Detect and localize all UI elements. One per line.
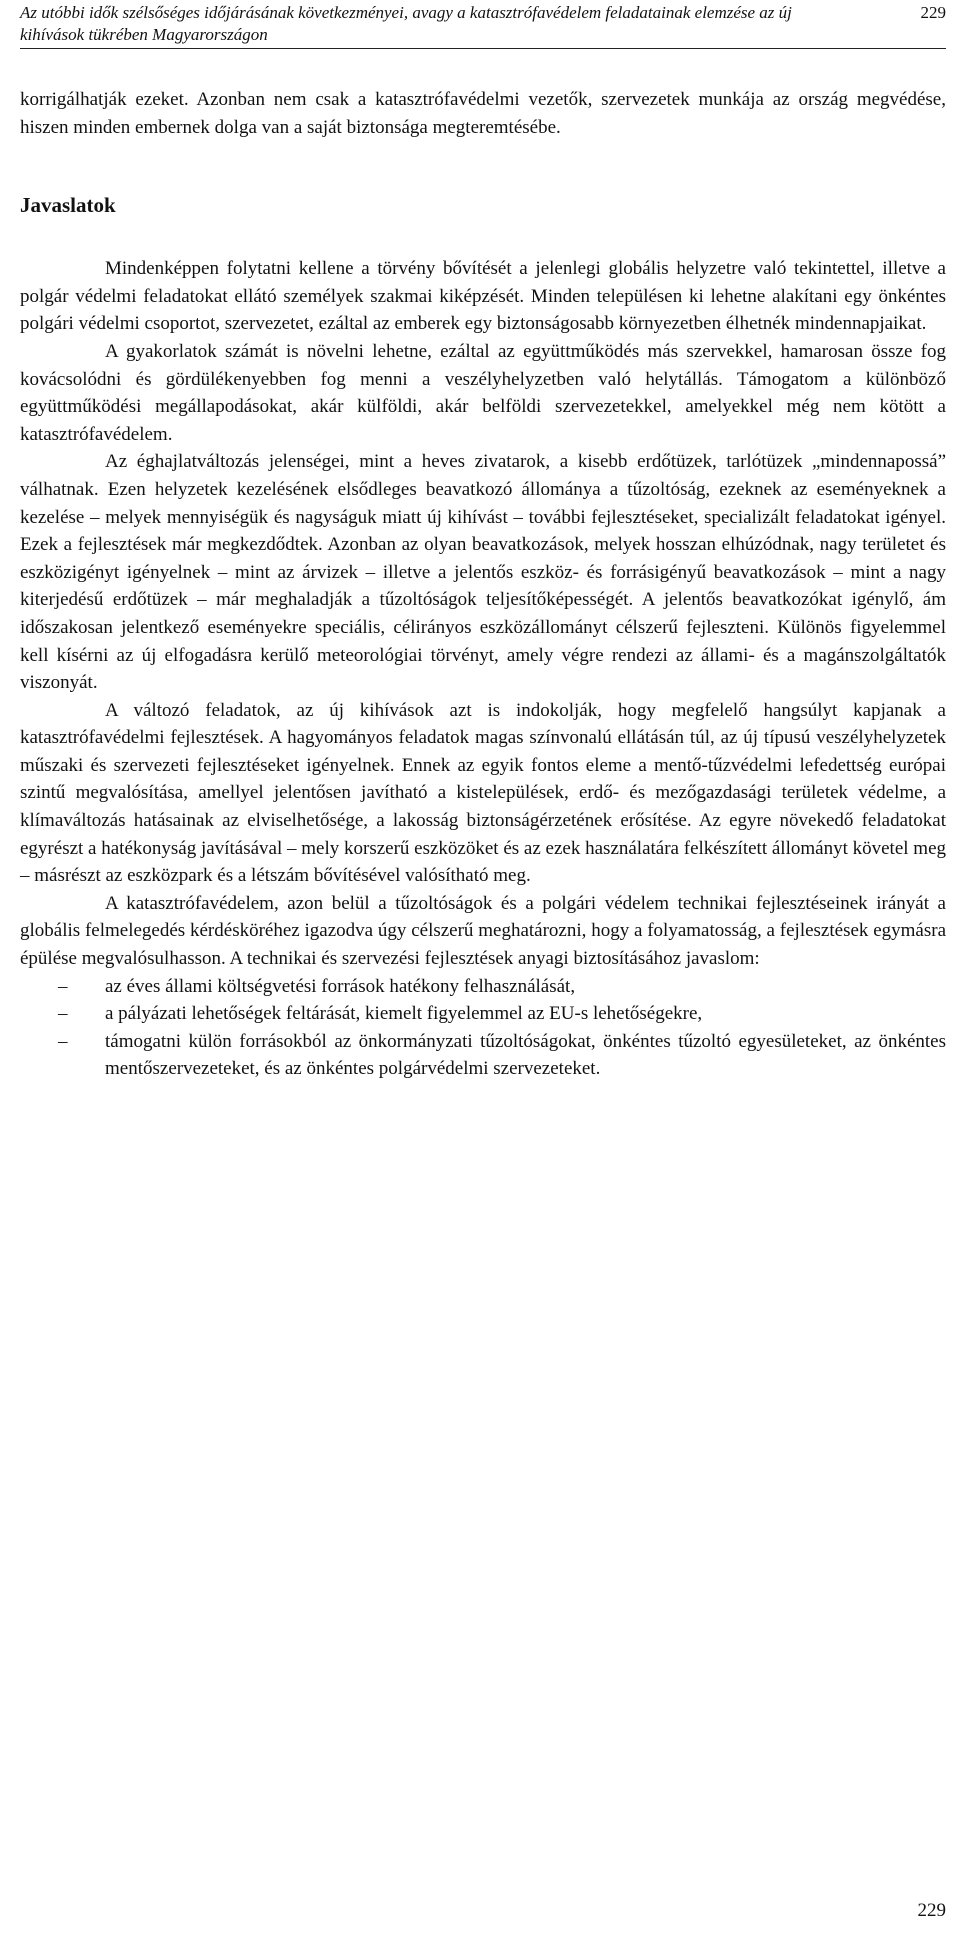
section-heading: Javaslatok [20,193,116,218]
list-item-text: az éves állami költségvetési források hatékony felhasználását, [105,975,576,997]
body-text [20,86,946,1083]
intro-paragraph: korrigálhatják ezeket. Azonban nem csak a katasztrófavédelmi vezetők, szervezetek munkája az ország megvédése, hiszen minden embernek dolga van a saját biztonsága megteremtésébe. [20,89,946,138]
list-item-text: a pályázati lehetőségek feltárását, kiemelt figyelemmel az EU-s lehetőségekre, [105,1003,703,1025]
dash-bullet: – [58,1003,68,1025]
running-header [20,0,946,49]
header-page-number: 229 [920,3,946,22]
dash-bullet: – [58,975,68,997]
list-item-text: támogatni külön forrásokból az önkormányzati tűzoltóságokat, önkéntes tűzoltó egyesületeket, az önkéntes mentőszervezeteket, és az önkéntes polgárvédelmi szervezeteket. [105,1030,946,1080]
paragraph: A változó feladatok, az új kihívások azt is indokolják, hogy megfelelő hangsúlyt kapjanak a katasztrófavédelmi fejlesztések. A hagyományos feladatok magas színvonalú ellátásán túl, az új típusú veszélyhelyzetek műszaki és szervezeti fejlesztéseket igényelnek. Ennek az egyik fontos eleme a mentő-tűzvédelmi lefedettség európai szintű megvalósítása, amellyel jelentősen javítható a kistelepülések, erdő- és mezőgazdasági területek védelme, a klímaváltozás hatásainak az elviselhetősége, a lakosság biztonságérzetének erősítése. Az egyre növekedő feladatokat egyrészt a hatékonyság javításával – mely korszerű eszközöket és az ezek használatára felkészített állományt követel meg – másrészt az eszközpark és a létszám bővítésével valósítható meg. [20,699,946,887]
running-header-title: Az utóbbi idők szélsőséges időjárásának következményei, avagy a katasztrófavédelem feladatainak elemzése az új kihívások tükrében Magyarországon [20,3,792,44]
paragraph: Mindenképpen folytatni kellene a törvény bővítését a jelenlegi globális helyzetre való tekintettel, illetve a polgár védelmi feladatokat ellátó személyek szakmai kiképzését. Minden településen ki lehetne alakítani egy önkéntes polgári védelmi csoportot, szervezetet, ezáltal az emberek egy biztonságosabb környezetben élhetnék mindennapjaikat. [20,258,946,335]
list-item [20,973,946,1001]
dash-bullet: – [58,1030,68,1052]
paragraph: Az éghajlatváltozás jelenségei, mint a heves zivatarok, a kisebb erdőtüzek, tarlótüzek „mindennapossá” válhatnak. Ezen helyzetek kezelésének elsődleges beavatkozó állománya a tűzoltóság, ezeknek az eseményeknek a kezelése – melyek mennyiségük és nagyságuk miatt új kihívást – további fejlesztéseket, specializált feladatokat igényel. Ezek a fejlesztések már megkezdődtek. Azonban az olyan beavatkozások, melyek hosszan elhúzódnak, nagy területet és eszközigényt igényelnek – mint az árvizek – illetve a jelentős eszköz- és forrásigényű beavatkozások – mint a nagy kiterjedésű erdőtüzek – már meghaladják a tűzoltóságok teljesítőképességét. A jelentős beavatkozókat igénylő, ám időszakosan jelentkező eseményekre speciális, célirányos eszközállományt célszerű fejleszteni. Különös figyelemmel kell kísérni az új elfogadásra kerülő meteorológiai törvényt, amely végre rendezi az állami- és a magánszolgáltatók viszonyát. [20,451,946,694]
footer-page-number: 229 [917,1900,946,1921]
list-item [20,1000,946,1028]
proposal-list [20,973,946,1083]
paragraph: A katasztrófavédelem, azon belül a tűzoltóságok és a polgári védelem technikai fejlesztéseinek irányát a globális felmelegedés kérdésköréhez igazodva úgy célszerű meghatározni, hogy a folyamatosság, a fejlesztések egymásra épülése megvalósulhasson. A technikai és szervezési fejlesztések anyagi biztosításához javaslom: [20,892,946,970]
list-item [20,1028,946,1083]
paragraph: A gyakorlatok számát is növelni lehetne, ezáltal az együttműködés más szervekkel, hamarosan össze fog kovácsolódni és gördülékenyebben fog menni a veszélyhelyzetben való helytállás. Támogatom a különböző együttműködési megállapodásokat, akár külföldi, akár belföldi szervezetekkel, amelyekkel még nem kötött a katasztrófavédelem. [20,340,946,445]
